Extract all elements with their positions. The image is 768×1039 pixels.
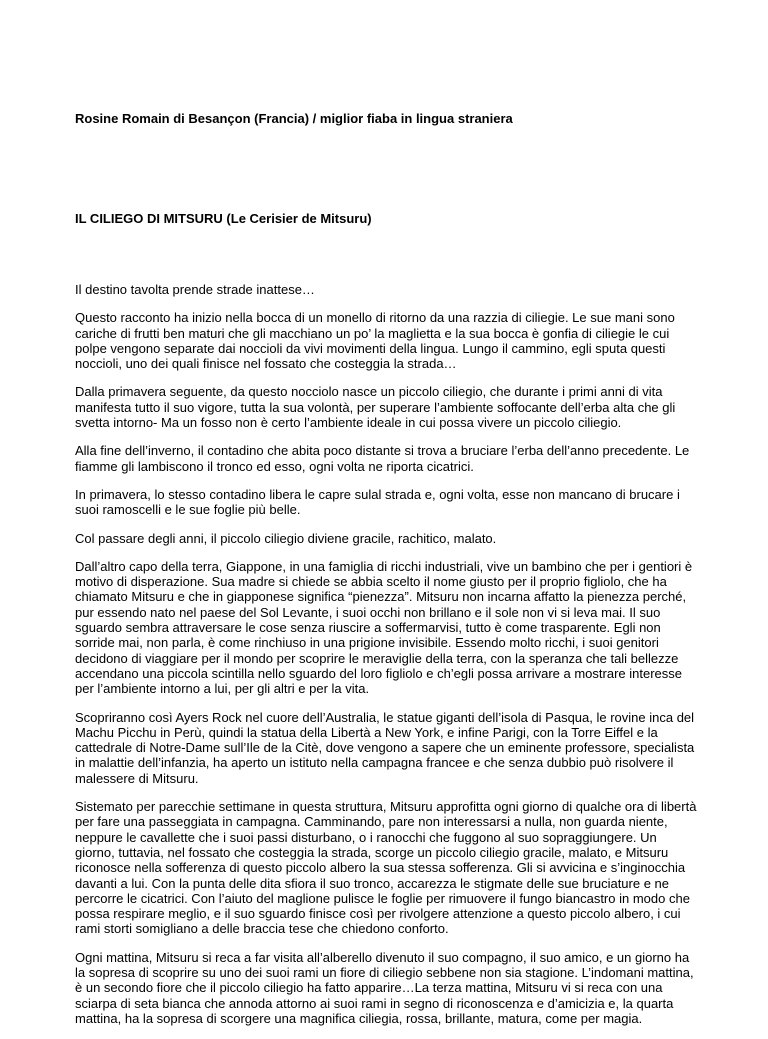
paragraph: Dall’altro capo della terra, Giappone, in una famiglia di ricchi industriali, vive un bambino che per i gentiori è motivo di disperazione. Sua madre si chiede se abbia scelto il nome giusto per il proprio figliolo, che ha chiamato Mitsuru e che in giapponese significa “pienezza”. Mitsuru non incarna affatto la pienezza perché, pur essendo nato nel paese del Sol Levante, i suoi occhi non brillano e il sole non vi si leva mai. Il suo sguardo sembra attraversare le cose senza riuscire a soffermarvisi, tutto è come trasparente. Egli non sorride mai, non parla, è come rinchiuso in una prigione invisibile. Essendo molto ricchi, i suoi genitori decidono di viaggiare per il mondo per scoprire le meraviglie della terra, con la speranza che tali bellezze accendano una piccola scintilla nello sguardo del loro figliolo e ch’egli possa arrivare a mostrare interesse per l’ambiente intorno a lui, per gli altri e per la vita. [75,558,693,697]
paragraph: Scopriranno così Ayers Rock nel cuore dell’Australia, le statue giganti dell’isola di Pasqua, le rovine inca del Machu Picchu in Perù, quindi la statua della Libertà a New York, e infine Parigi, con la Torre Eiffel e la cattedrale di Notre-Dame sull’Ile de la Citè, dove vengono a sapere che un eminente professore, specialista in malattie dell’infanzia, ha aperto un istituto nella campagna francee e che senza dubbio può risolvere il malessere di Mitsuru. [75,709,695,786]
story-body [75,282,700,1039]
paragraph: In primavera, lo stesso contadino libera le capre sulal strada e, ogni volta, esse non mancano di brucare i suoi ramoscelli e le sue foglie più belle. [75,486,680,518]
paragraph: Questo racconto ha inizio nella bocca di un monello di ritorno da una razzia di ciliegie. Le sue mani sono cariche di frutti ben maturi che gli macchiano un po’ la maglietta e la sua bocca è gonfia di ciliegie le cui polpe vengono separate dai noccioli da vivi movimenti della lingua. Lungo il cammino, egli sputa questi noccioli, uno dei quali finisce nel fossato che costeggia la strada… [75,310,675,372]
paragraph: Il destino tavolta prende strade inattese… [75,282,315,297]
paragraph: Ogni mattina, Mitsuru si reca a far visita all’alberello divenuto il suo compagno, il suo amico, e un giorno ha la sopresa di scoprire su uno dei suoi rami un fiore di ciliegio sebbene non sia stagione. L’indomani mattina, è un secondo fiore che il piccolo ciliegio ha fatto apparire…La terza mattina, Mitsuru vi si reca con una sciarpa di seta bianca che annoda attorno ai suoi rami in segno di riconoscenza e d’amicizia e, la quarta mattina, ha la sopresa di scorgere una magnifica ciliegia, rossa, brillante, matura, come per magia. [75,949,694,1026]
paragraph: Col passare degli anni, il piccolo ciliegio diviene gracile, rachitico, malato. [75,530,497,546]
paragraph: Alla fine dell’inverno, il contadino che abita poco distante si trova a bruciare l’erba dell’anno precedente. Le fiamme gli lambiscono il tronco ed esso, ogni volta ne riporta cicatrici. [75,443,690,474]
paragraph: Sistemato per parecchie settimane in questa struttura, Mitsuru approfitta ogni giorno di qualche ora di libertà per fare una passeggiata in campagna. Camminando, pare non interessarsi a nulla, non guarda niente, neppure le cavallette che i suoi passi disturbano, o i ranocchi che fuggono al suo sopraggiungere. Un giorno, tuttavia, nel fossato che costeggia la strada, scorge un piccolo ciliegio gracile, malato, e Mitsuru riconosce nella sofferenza di questo piccolo albero la sua stessa sofferenza. Gli si avvicina e s’inginocchia davanti a lui. Con la punta delle dita sfiora il suo tronco, accarezza le stigmate delle sue bruciature e ne percorre le cicatrici. Con l’aiuto del maglione pulisce le foglie per rimuovere il fungo biancastro in modo che possa respirare meglio, e il suo sguardo finisce così per rivolgere attenzione a questo piccolo albero, i cui rami storti somigliano a delle braccia tese che chiedono conforto. [75,799,697,937]
story-title: IL CILIEGO DI MITSURU (Le Cerisier de Mitsuru) [75,211,372,226]
paragraph: Dalla primavera seguente, da questo nocciolo nasce un piccolo ciliegio, che durante i primi anni di vita manifesta tutto il suo vigore, tutta la sua volontà, per superare l’ambiente soffocante dell’erba alta che gli svetta intorno- Ma un fosso non è certo l’ambiente ideale in cui possa vivere un piccolo ciliegio. [75,384,676,431]
author-award-line: Rosine Romain di Besançon (Francia) / miglior fiaba in lingua straniera [75,111,513,126]
